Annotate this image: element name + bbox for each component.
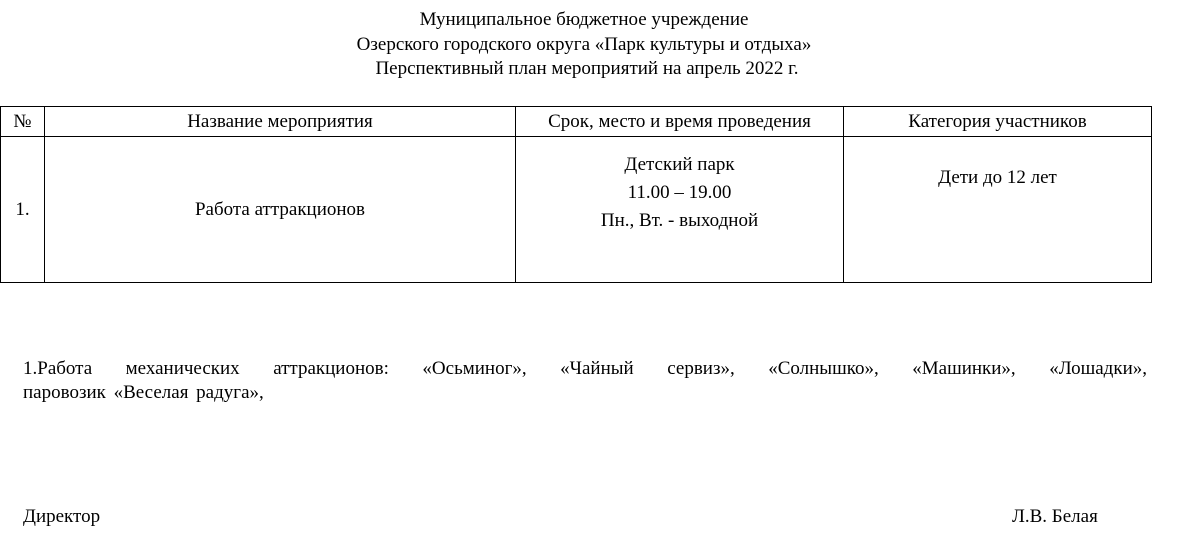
column-header-event-name: Название мероприятия	[45, 107, 516, 137]
table-header-row	[1, 107, 1152, 137]
column-header-participants: Категория участников	[844, 107, 1152, 137]
organization-name: Озерского городского округа «Парк культуры и отдыха»	[356, 33, 812, 55]
event-time-place	[516, 137, 844, 283]
event-name: Работа аттракционов	[45, 137, 516, 283]
events-table	[0, 106, 1152, 283]
column-header-time-place: Срок, место и время проведения	[516, 107, 844, 137]
document-title: Перспективный план мероприятий на апрель 2022 г.	[375, 58, 799, 79]
event-place: Детский парк	[624, 154, 735, 175]
table-row	[1, 137, 1152, 283]
row-number: 1.	[1, 137, 45, 283]
note-line-1: 1.Работа механических аттракционов: «Осьминог», «Чайный сервиз», «Солнышко», «Машинки», «Лошадки»,	[23, 358, 1147, 379]
organization-type: Муниципальное бюджетное учреждение	[419, 9, 749, 30]
note-line-2: паровозик «Веселая радуга»,	[23, 382, 264, 403]
signature-name: Л.В. Белая	[1012, 506, 1098, 527]
participant-category: Дети до 12 лет	[844, 137, 1152, 283]
event-hours: 11.00 – 19.00	[627, 182, 732, 203]
document-header	[0, 8, 1168, 82]
attractions-note	[23, 357, 1147, 405]
event-days-off: Пн., Вт. - выходной	[600, 210, 759, 231]
column-header-number: №	[1, 107, 45, 137]
signature-position: Директор	[23, 506, 101, 527]
